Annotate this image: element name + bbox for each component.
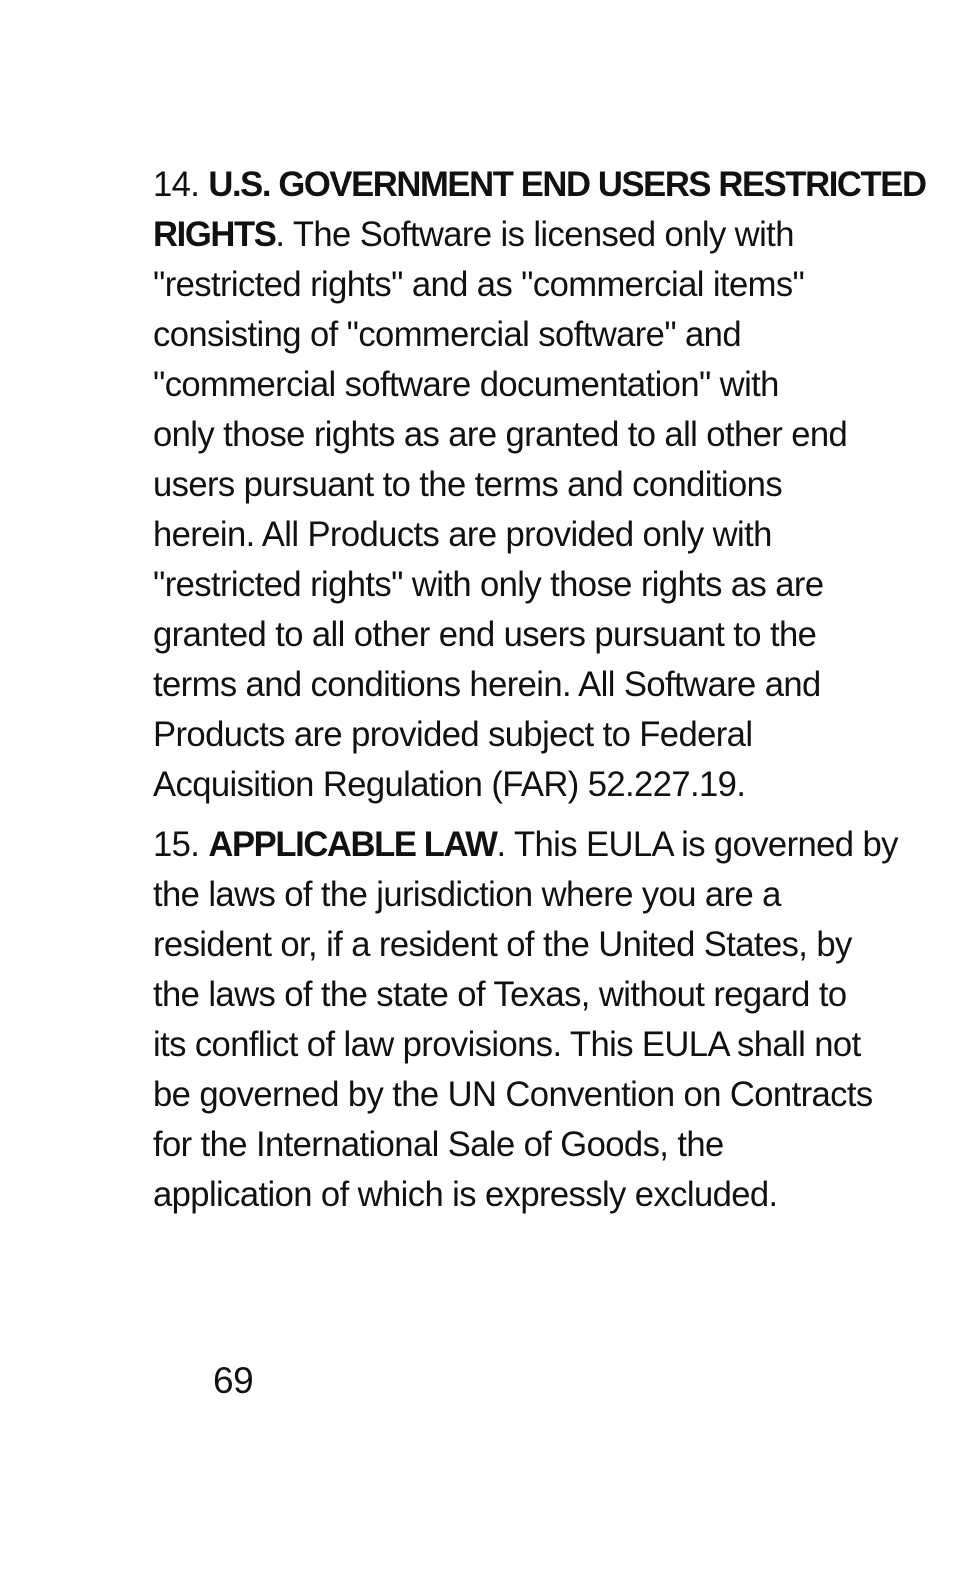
section-14-line: Acquisition Regulation (FAR) 52.227.19. <box>153 765 746 804</box>
section-15-line: its conflict of law provisions. This EULA shall not <box>153 1025 861 1064</box>
section-14-text: . The Software is licensed only with <box>275 215 794 254</box>
section-14-number: 14. <box>153 165 200 204</box>
section-14-heading-part-1: U.S. GOVERNMENT END USERS RESTRICTED <box>208 165 926 204</box>
section-14-line: consisting of "commercial software" and <box>153 315 741 354</box>
section-14-line: Products are provided subject to Federal <box>153 715 753 754</box>
section-15-heading: APPLICABLE LAW <box>208 825 497 864</box>
section-14-line: "restricted rights" and as "commercial items" <box>153 265 805 304</box>
section-15-line: be governed by the UN Convention on Contracts <box>153 1075 873 1114</box>
section-14-line: granted to all other end users pursuant to the <box>153 615 817 654</box>
section-15-line: resident or, if a resident of the United States, by <box>153 925 852 964</box>
section-14-heading-part-2: RIGHTS <box>153 215 276 254</box>
section-14-line: "commercial software documentation" with <box>153 365 779 404</box>
section-14-line: herein. All Products are provided only with <box>153 515 772 554</box>
section-15-line: for the International Sale of Goods, the <box>153 1125 724 1164</box>
section-15-number: 15. <box>153 825 200 864</box>
page-number: 69 <box>213 1360 254 1401</box>
document-body <box>153 160 926 1230</box>
section-15-text: . This EULA is governed by <box>496 825 898 864</box>
section-14 <box>153 160 926 810</box>
section-15 <box>153 820 898 1220</box>
section-14-line-2 <box>153 210 845 260</box>
section-14-line: users pursuant to the terms and conditions <box>153 465 783 504</box>
section-15-line: the laws of the jurisdiction where you are a <box>153 875 781 914</box>
section-15-line: the laws of the state of Texas, without regard to <box>153 975 847 1014</box>
section-15-line-1 <box>153 820 898 870</box>
section-15-line: application of which is expressly excluded. <box>153 1175 778 1214</box>
section-14-line: only those rights as are granted to all other end <box>153 415 848 454</box>
section-14-line: terms and conditions herein. All Software and <box>153 665 821 704</box>
section-14-line-1 <box>153 160 926 210</box>
section-14-line: "restricted rights" with only those rights as are <box>153 565 824 604</box>
